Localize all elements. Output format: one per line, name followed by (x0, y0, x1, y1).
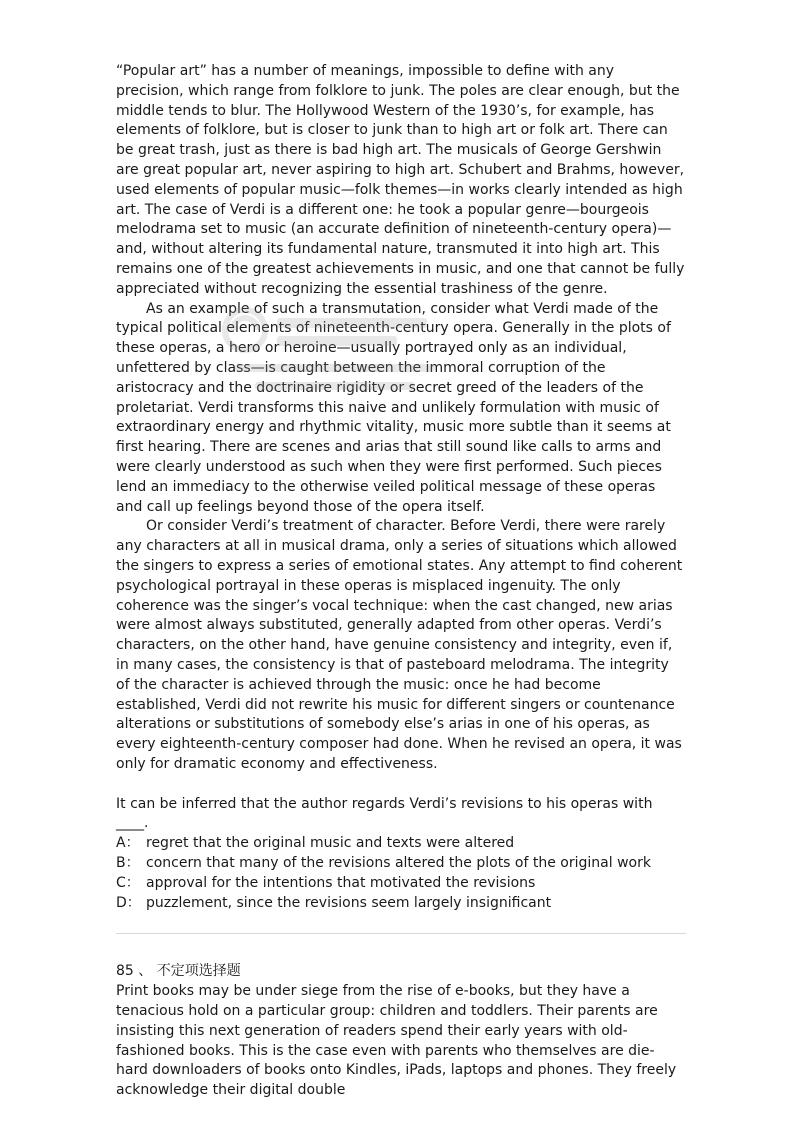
passage-paragraph-3: Or consider Verdi’s treatment of character. Before Verdi, there were rarely any characters at all in musical drama, only a series of situations which allowed the singers to express a series of emotional states. Any attempt to find coherent psychological portrayal in these operas is misplaced ingenuity. The only coherence was the singer’s vocal technique: when the cast changed, new arias were almost always substituted, generally adapted from other operas. Verdi’s characters, on the other hand, have genuine consistency and integrity, even if, in many cases, the consistency is that of pasteboard melodrama. The integrity of the character is achieved through the music: once he had become established, Verdi did not rewrite his music for different singers or countenance alterations or substitutions of somebody else’s arias in one of his operas, as every eighteenth-century composer had done. When he revised an opera, it was only for dramatic economy and effectiveness. (116, 518, 683, 772)
passage-paragraph-1: “Popular art” has a number of meanings, impossible to define with any precision, which range from folklore to junk. The poles are clear enough, but the middle tends to blur. The Hollywood Western of the 1930’s, for example, has elements of folklore, but is closer to junk than to high art or folk art. There can be great trash, just as there is bad high art. The musicals of George Gershwin are great popular art, never aspiring to high art. Schubert and Brahms, however, used elements of popular music—folk themes—in works clearly intended as high art. The case of Verdi is a different one: he took a popular genre—bourgeois melodrama set to music (an accurate definition of nineteenth-century opera)—and, without altering its fundamental nature, transmuted it into high art. This remains one of the greatest achievements in music, and one that cannot be fully appreciated without recognizing the essential trashiness of the genre. (116, 63, 685, 297)
option-text: approval for the intentions that motivated the revisions (146, 874, 536, 891)
option-letter: D： (116, 894, 141, 911)
document-page (116, 62, 686, 1101)
passage-paragraph-2: As an example of such a transmutation, consider what Verdi made of the typical political elements of nineteenth-century opera. Generally in the plots of these operas, a hero or heroine—usually portrayed only as an individual, unfettered by class—is caught between the immoral corruption of the aristocracy and the doctrinaire rigidity or secret greed of the leaders of the proletariat. Verdi transforms this naive and unlikely formulation with music of extraordinary energy and rhythmic vitality, music more subtle than it seems at first hearing. There are scenes and arias that still sound like calls to arms and were clearly understood as such when they were first performed. Such pieces lend an immediacy to the otherwise veiled political message of these operas and call up feelings beyond those of the opera itself. (116, 300, 671, 515)
question-stem: It can be inferred that the author regards Verdi’s revisions to his operas with ____. (116, 795, 653, 832)
option-letter: B： (116, 855, 140, 872)
option-b[interactable] (116, 854, 686, 874)
option-text: regret that the original music and texts were altered (146, 835, 515, 852)
question-number-header: 85 、 不定项选择题 (116, 963, 241, 980)
option-d[interactable] (116, 894, 686, 914)
option-text: concern that many of the revisions altered the plots of the original work (146, 855, 651, 872)
option-letter: A： (116, 835, 140, 852)
next-passage-paragraph: Print books may be under siege from the rise of e-books, but they have a tenacious hold on a particular group: children and toddlers. Their parents are insisting this next generation of readers spend their early years with old-fashioned books. This is the case even with parents who themselves are die-hard downloaders of books onto Kindles, iPads, laptops and phones. They freely acknowledge their digital double (116, 983, 677, 1099)
answer-options (116, 834, 686, 913)
option-c[interactable] (116, 874, 686, 894)
option-a[interactable] (116, 834, 686, 854)
section-divider (116, 933, 686, 934)
option-text: puzzlement, since the revisions seem largely insignificant (146, 894, 552, 911)
option-letter: C： (116, 874, 140, 891)
